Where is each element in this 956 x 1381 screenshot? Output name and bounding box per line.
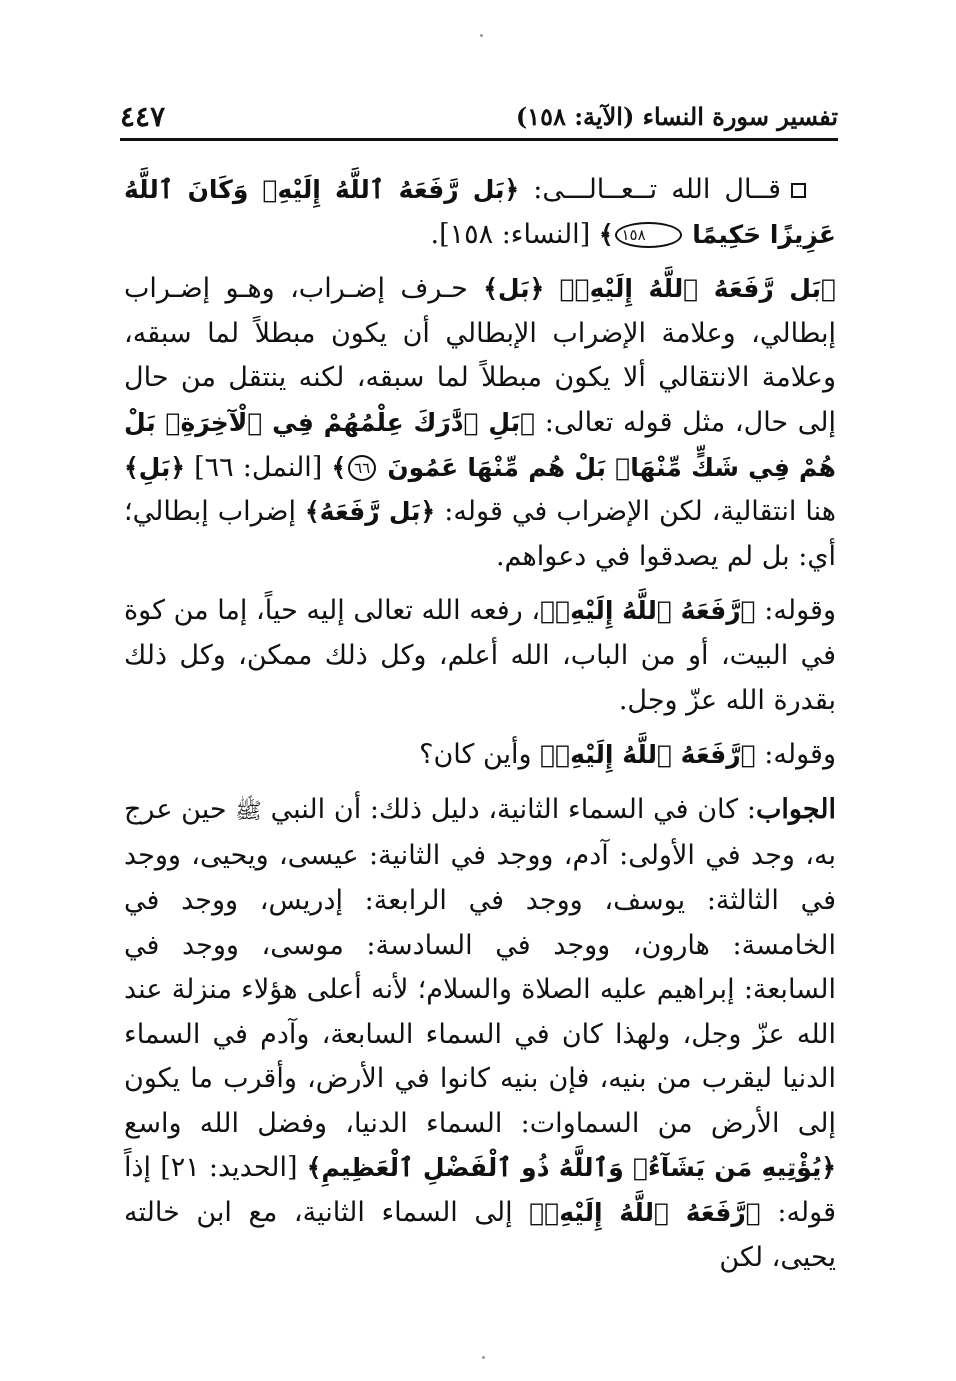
square-bullet-icon (791, 183, 806, 198)
quran-word: ﴿بَلِ﴾ (124, 452, 185, 482)
commentary-text: حـرف إضـراب، وهـو إضـراب إبطالي، وعلامة الإضراب الإبطالي أن يكون مبطلاً لما سبقه، وعلامة الانتقالي ألا يكون مبطلاً لما سبقه، لكنه ينتقل من حال إلى حال، مثل قوله تعالى: (124, 273, 836, 438)
page-header (120, 96, 838, 136)
verse-reference: [النمل: ٦٦] (194, 451, 323, 483)
header-divider (120, 138, 838, 141)
running-title: تفسير سورة النساء (الآية: ١٥٨) (515, 101, 838, 131)
quran-verse: ﴿رَّفَعَهُ ٱللَّهُ إِلَيْهِۚ﴾ (540, 740, 756, 770)
scan-speck (482, 1356, 485, 1359)
question-text: وأين كان؟ (419, 739, 532, 771)
quran-verse: ﴿يُؤْتِيهِ مَن يَشَآءُۚ وَٱللَّهُ ذُو ٱلْفَضْلِ ٱلْعَظِيمِ﴾ (306, 1153, 836, 1183)
ayah-number-badge: ٦٦ (348, 455, 376, 481)
quran-verse: ﴿بَل رَّفَعَهُ ٱللَّهُ إِلَيْهِۚ﴾ (559, 274, 836, 304)
commentary-text: هنا انتقالية، لكن الإضراب في قوله: (444, 496, 836, 528)
quran-verse: ﴿بَل رَّفَعَهُ ٱللَّهُ إِلَيْهِۚ وَكَانَ ٱللَّهُ عَزِيزًا حَكِيمًا (124, 175, 836, 249)
body-text (124, 168, 836, 1280)
verse-close-bracket: ﴾ (598, 219, 614, 249)
quran-verse: ﴿رَّفَعَهُ ٱللَّهُ إِلَيْهِۚ﴾ (540, 596, 756, 626)
paragraph-question (124, 733, 836, 778)
paragraph-answer (124, 788, 836, 1281)
quran-verse: ﴿بَل رَّفَعَهُ﴾ (305, 497, 436, 527)
ayah-number-badge: ١٥٨ (615, 222, 681, 248)
commentary-text: إضراب إبطالي؛ أي: بل لم يصدقوا في دعواهم. (124, 496, 836, 572)
commentary-text: حين عرج به، وجد في الأولى: آدم، ووجد في الثانية: عيسى، ويحيى، ووجد في الثالثة: يوسف، ووجد في الرابعة: إدريس، ووجد في الخامسة: هارون، ووجد في السادسة: موسى، ووجد في السابعة: إبراهيم عليه الصلاة والسلام؛ لأنه أعلى هؤلاء منزلة عند الله عزّ وجل، ولهذا كان في السماء السابعة، وآدم في السماء الدنيا ليقرب من بنيه، فإن بنيه كانوا في الأرض، وأقرب ما يكون إلى الأرض من السماوات: السماء الدنيا، وفضل الله واسع (124, 793, 836, 1139)
lead-text: وقوله: (764, 595, 836, 627)
paragraph-verse-intro (124, 168, 836, 257)
quran-word: ﴿بَل﴾ (483, 274, 545, 304)
pbuh-ligature-icon: ﷺ (235, 798, 262, 824)
verse-close-bracket: ﴾ (331, 452, 347, 482)
paragraph-idrab (124, 267, 836, 579)
verse-reference: [النساء: ١٥٨]. (430, 218, 591, 250)
verse-intro-text: قــال الله تــعــالـــى: (533, 174, 782, 205)
scan-speck (480, 34, 483, 37)
page-number: ٤٤٧ (120, 99, 166, 133)
paragraph-raising (124, 589, 836, 723)
answer-label: الجواب (755, 793, 836, 825)
verse-reference: [الحديد: ٢١] (160, 1152, 298, 1184)
commentary-text: ، رفعه الله تعالى إليه حياً، إما من كوة في البيت، أو من الباب، الله أعلم، وكل ذلك ممكن، وكل ذلك بقدرة الله عزّ وجل. (124, 595, 836, 716)
commentary-text: إذاً قوله: (124, 1152, 836, 1229)
quran-verse: ﴿رَّفَعَهُ ٱللَّهُ إِلَيْهِۚ﴾ (529, 1198, 761, 1228)
quran-verse: ﴿بَلِ ٱدَّٰرَكَ عِلْمُهُمْ فِي ٱلْآخِرَةِۚ بَلْ هُمْ فِي شَكٍّ مِّنْهَاۖ بَلْ هُم مِّنْهَا عَمُونَ (124, 407, 836, 482)
lead-text: وقوله: (764, 739, 836, 771)
commentary-text: : كان في السماء الثانية، دليل ذلك: أن النبي (270, 793, 756, 825)
commentary-text: إلى السماء الثانية، مع ابن خالته يحيى، لكن (124, 1197, 836, 1273)
